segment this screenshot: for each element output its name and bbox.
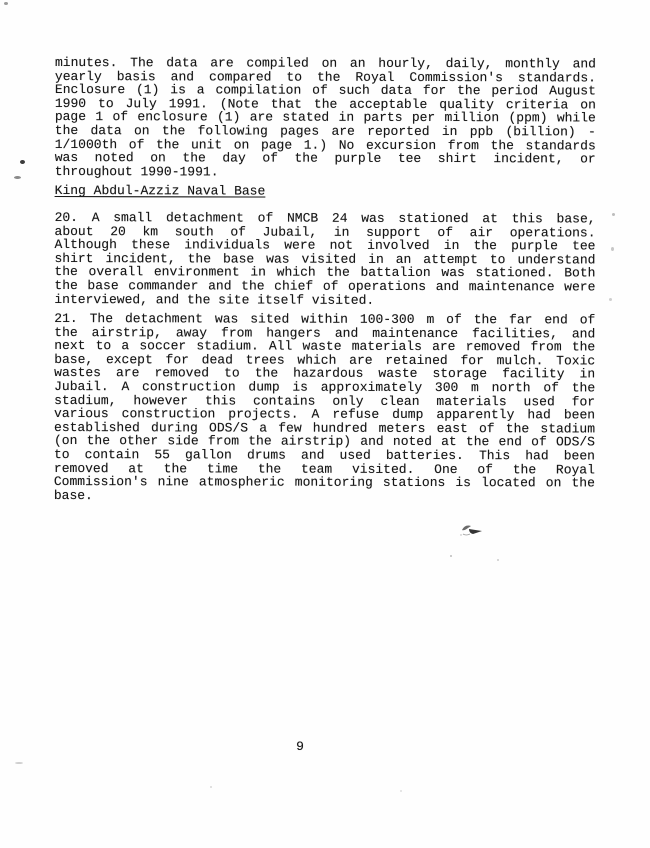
text-line: interviewed, and the site itself visited. — [54, 291, 375, 308]
section-heading: King Abdul-Azziz Naval Base — [54, 183, 266, 199]
continuation-paragraph — [55, 56, 596, 180]
scan-speck — [450, 555, 452, 557]
text-line: throughout 1990-1991. — [54, 163, 219, 180]
paragraph-20 — [54, 211, 595, 308]
text-line: (on the other side from the airstrip) and noted at the end of ODS/S — [53, 433, 596, 450]
text-line: base, except for dead trees which are retained for mulch. Toxic — [54, 351, 596, 369]
scan-speck — [4, 2, 8, 5]
text-line: 1/1000th of the unit on page 1.) No excursion from the standards — [54, 136, 596, 153]
text-line: 20. A small detachment of NMCB 24 was stationed at this base, — [54, 209, 596, 227]
text-line: Although these individuals were not involved in the purple tee — [54, 237, 596, 254]
scan-speck — [497, 559, 499, 561]
scan-speck — [609, 298, 612, 301]
text-line: various construction projects. A refuse dump apparently had been — [54, 406, 596, 423]
text-line: the airstrip, away from hangers and maintenance facilities, and — [54, 324, 596, 342]
text-line: established during ODS/S a few hundred meters east of the stadium — [54, 419, 596, 437]
scan-speck — [611, 247, 614, 251]
text-line: the base commander and the chief of operations and maintenance were — [54, 277, 596, 295]
page-number: 9 — [296, 739, 304, 754]
text-line: yearly basis and compared to the Royal Commission's standards. — [54, 68, 596, 86]
text-line: removed at the time the team visited. One of the Royal — [53, 460, 595, 478]
scan-speck — [20, 160, 25, 164]
scan-speck — [210, 786, 212, 788]
scan-speck — [15, 762, 23, 764]
scan-speck — [612, 213, 615, 216]
text-line: Jubail. A construction dump is approximately 300 m north of the — [54, 379, 596, 396]
text-line: about 20 km south of Jubail, in support of air operations. — [54, 223, 596, 240]
text-line: was noted on the day of the purple tee shirt incident, or — [54, 150, 596, 167]
ink-smudge-artifact — [458, 521, 488, 541]
text-line: base. — [53, 487, 93, 503]
text-line: the data on the following pages are reported in ppb (billion) - — [54, 122, 596, 140]
text-line: to contain 55 gallon drums and used batteries. This had been — [53, 447, 595, 464]
text-line: stadium, however this contains only clean materials used for — [54, 392, 596, 410]
paragraph-21 — [54, 312, 595, 504]
text-line: minutes. The data are compiled on an hourly, daily, monthly and — [54, 55, 597, 72]
scan-speck — [14, 176, 21, 179]
text-column — [54, 56, 596, 504]
scan-speck — [400, 790, 402, 792]
text-line: the overall environment in which the battalion was stationed. Both — [54, 264, 596, 281]
text-line: 21. The detachment was sited within 100-300 m of the far end of — [54, 311, 596, 328]
text-line: page 1 of enclosure (1) are stated in parts per million (ppm) while — [54, 109, 596, 126]
text-line: next to a soccer stadium. All waste materials are removed from the — [54, 338, 596, 355]
text-line: wastes are removed to the hazardous waste storage facility in — [54, 365, 596, 382]
text-line: shirt incident, the base was visited in an attempt to understand — [54, 250, 596, 268]
text-line: 1990 to July 1991. (Note that the acceptable quality criteria on — [54, 95, 596, 113]
text-line: Enclosure (1) is a compilation of such data for the period August — [54, 82, 596, 99]
text-line: Commission's nine atmospheric monitoring stations is located on the — [53, 474, 595, 491]
